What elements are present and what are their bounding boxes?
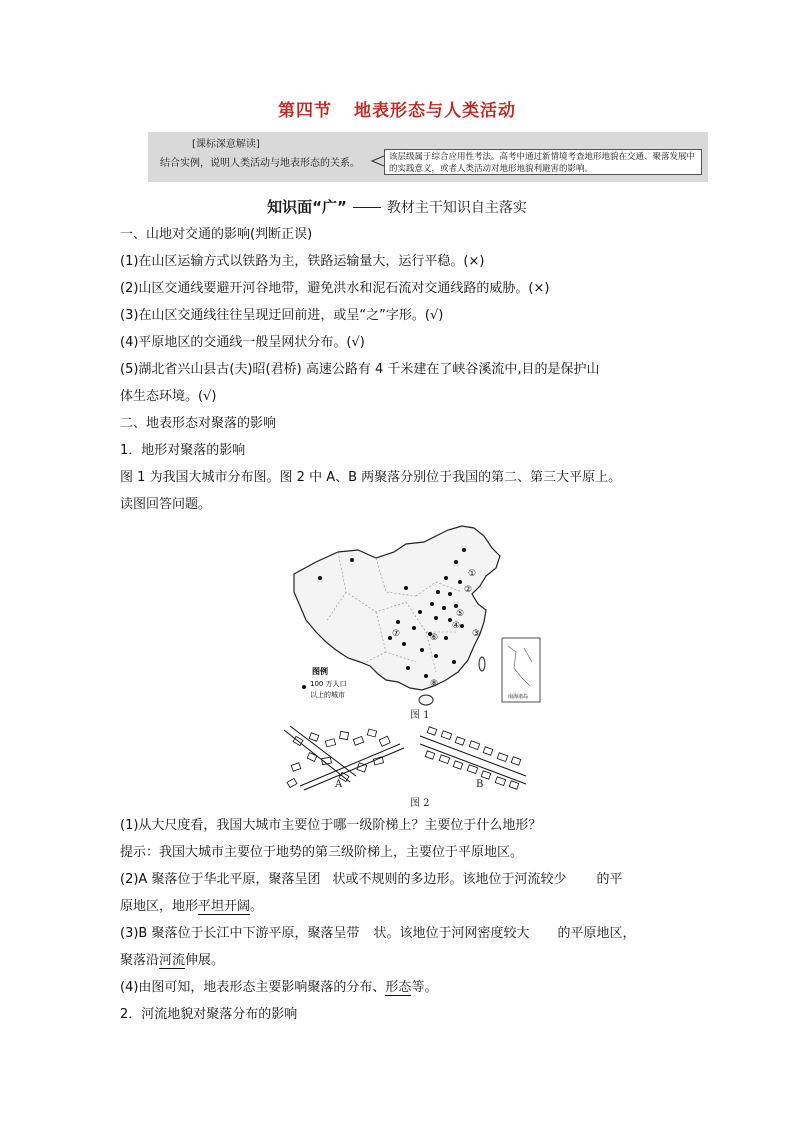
hainan-island	[419, 695, 433, 705]
p2-answer: 平坦开阔	[198, 899, 251, 914]
p2-text-4: 原地区，地形	[120, 899, 199, 914]
question-5-line-1: (5)湖北省兴山县古(夫)昭(君桥) 高速公路有 4 千米建在了峡谷溪流中,目的是保护山	[120, 362, 600, 377]
p4-answer: 形态	[385, 980, 412, 995]
curriculum-standard-box	[148, 132, 708, 182]
intro-line-1: 图 1 为我国大城市分布图。图 2 中 A、B 两聚落分别位于我国的第二、第三大平原上。	[120, 470, 622, 485]
legend-title: 图例	[312, 667, 328, 676]
question-2: (2)山区交通线要避开河谷地带，避免洪水和泥石流对交通线路的威胁。(×)	[120, 281, 550, 296]
knowledge-banner	[0, 196, 794, 217]
standard-requirement: 结合实例，说明人类活动与地表形态的关系。	[160, 158, 360, 169]
p3-text-2: 状。该地位于河网密度较大	[373, 926, 530, 941]
legend-line-2: 以上的城市	[310, 691, 345, 699]
marker-6: ⑥	[430, 633, 439, 643]
intro-line-2: 读图回答问题。	[120, 497, 212, 512]
settlement-a	[284, 726, 404, 790]
legend-line-1: 100 万人口	[310, 680, 347, 688]
p2-text-2: 状或不规则的多边形。该地位于河流较少	[332, 872, 567, 887]
settlement-b	[420, 727, 526, 789]
p2-text-5: 。	[250, 899, 264, 914]
p4-text-1: (4)由图可知，地表形态主要影响聚落的分布、	[120, 980, 386, 995]
question-p3-line-2	[120, 948, 680, 974]
figure-2-caption: 图 2	[410, 798, 430, 809]
marker-1: ①	[468, 569, 477, 579]
figure-2-diagrams	[280, 724, 530, 794]
south-sea-inset	[502, 638, 540, 702]
p3-text-1: (3)B 聚落位于长江中下游平原，聚落呈带	[120, 926, 360, 941]
question-3: (3)在山区交通线往往呈现迂回前进，或呈“之”字形。(√)	[120, 308, 444, 323]
heading-mountain-traffic: 一、山地对交通的影响(判断正误)	[120, 227, 313, 242]
question-p2-line-2	[120, 894, 680, 920]
question-4: (4)平原地区的交通线一般呈网状分布。(√)	[120, 335, 365, 350]
label-a: A	[335, 779, 343, 790]
banner-main: 知识面“广”	[267, 198, 347, 216]
p4-text-2: 等。	[411, 980, 438, 995]
p3-answer: 河流	[159, 953, 186, 968]
question-1: (1)在山区运输方式以铁路为主，铁路运输量大，运行平稳。(×)	[120, 254, 485, 269]
banner-sub: 教材主干知识自主落实	[386, 200, 527, 216]
subheading-river: 2．河流地貌对聚落分布的影响	[120, 1007, 298, 1022]
inset-label: 南海诸岛	[508, 694, 529, 700]
banner-dash	[353, 207, 381, 208]
legend-dot	[302, 685, 306, 689]
subheading-terrain: 1．地形对聚落的影响	[120, 443, 246, 458]
question-p4	[120, 975, 680, 1001]
label-b: B	[476, 779, 484, 790]
question-p2-line-1	[120, 867, 680, 893]
marker-3: ③	[472, 629, 481, 639]
p3-text-5: 伸展。	[185, 953, 225, 968]
question-p1: (1)从大尺度看，我国大城市主要位于哪一级阶梯上？主要位于什么地形？	[120, 818, 542, 833]
marker-7: ⑦	[392, 629, 401, 639]
p3-text-4: 聚落沿	[120, 953, 160, 968]
section-number: 第四节	[278, 101, 332, 121]
page-title	[0, 96, 794, 121]
taiwan-island	[479, 657, 485, 671]
figure-1-map	[286, 522, 556, 722]
p3-text-3: 的平原地区，	[557, 926, 636, 941]
marker-4: ④	[452, 621, 461, 631]
china-outline	[294, 526, 500, 690]
marker-5: ⑤	[456, 609, 465, 619]
p2-text-1: (2)A 聚落位于华北平原，聚落呈团	[120, 872, 321, 887]
heading-landform-settlement: 二、地表形态对聚落的影响	[120, 416, 277, 431]
section-title: 地表形态与人类活动	[354, 101, 516, 121]
question-5-line-2: 体生态环境。(√)	[120, 389, 217, 404]
marker-8: ⑧	[430, 679, 439, 689]
marker-2: ②	[464, 585, 473, 595]
figure-1-caption: 图 1	[410, 710, 430, 721]
standard-interpretation: 该层级属于综合应用性考法。高考中通过新情境考查地形地貌在交通、聚落发展中的实践意义，或者人类活动对地形地貌利避害的影响。	[384, 149, 702, 175]
hint-p1: 提示：我国大城市主要位于地势的第三级阶梯上，主要位于平原地区。	[120, 845, 524, 860]
p2-text-3: 的平	[596, 872, 623, 887]
standard-tag: [课标深意解读]	[192, 139, 260, 150]
question-p3-line-1	[120, 921, 680, 947]
